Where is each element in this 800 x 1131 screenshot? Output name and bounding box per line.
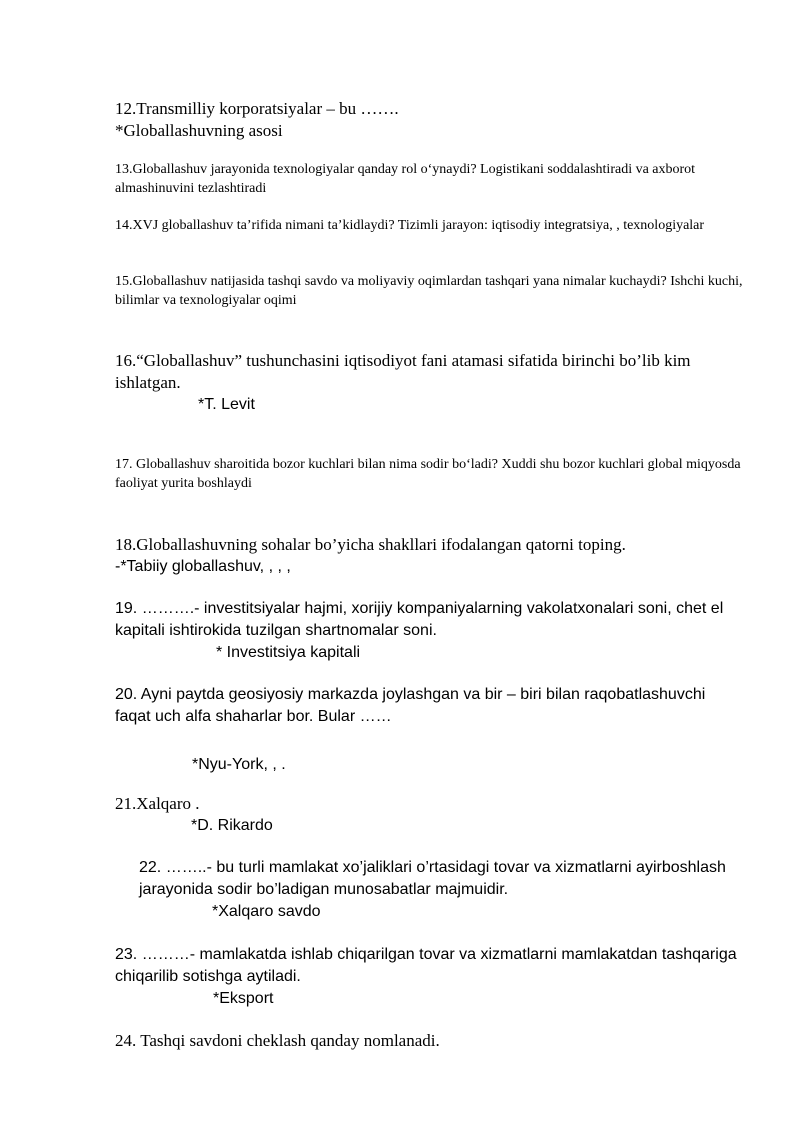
question-23	[115, 944, 745, 1010]
answer-text: *D. Rikardo	[191, 817, 273, 834]
question-text: 19. ……….- investitsiyalar hajmi, xorijiy kompaniyalarning vakolatxonalari soni, chet el kapitali ishtirokida tuzilgan shartnomalar soni.	[115, 600, 724, 639]
question-19	[115, 598, 745, 664]
question-15	[115, 272, 745, 310]
question-24	[115, 1030, 745, 1052]
question-text: 24. Tashqi savdoni cheklash qanday nomlanadi.	[115, 1031, 440, 1050]
question-20	[115, 684, 745, 776]
question-22	[139, 857, 745, 923]
question-21	[115, 793, 745, 837]
answer-text: *Xalqaro savdo	[212, 903, 321, 920]
question-14	[115, 216, 745, 235]
question-text: 16.“Globallashuv” tushunchasini iqtisodiyot fani atamasi sifatida birinchi bo’lib kim ishlatgan.	[115, 351, 691, 392]
question-text: 13.Globallashuv jarayonida texnologiyalar qanday rol o‘ynaydi? Logistikani soddalashtiradi va axborot almashinuvini tezlashtiradi	[115, 162, 696, 196]
question-text: 23. ………- mamlakatda ishlab chiqarilgan tovar va xizmatlarni mamlakatdan tashqariga chiqarilib sotishga aytiladi.	[115, 946, 737, 985]
question-16	[115, 350, 745, 416]
question-13	[115, 160, 745, 198]
question-text: 21.Xalqaro .	[115, 794, 200, 813]
answer-text: *T. Levit	[198, 396, 255, 413]
question-text: 22. ……..- bu turli mamlakat xo’jaliklari o’rtasidagi tovar va xizmatlarni ayirboshlash jarayonida sodir bo’ladigan munosabatlar majmuidir.	[139, 859, 726, 898]
question-text: 18.Globallashuvning sohalar bo’yicha shakllari ifodalangan qatorni toping.	[115, 535, 626, 554]
answer-text: * Investitsiya kapitali	[216, 644, 361, 661]
answer-text: *Globallashuvning asosi	[115, 121, 283, 140]
question-17	[115, 455, 745, 493]
answer-text: *Nyu-York, , .	[192, 756, 286, 773]
question-text: 15.Globallashuv natijasida tashqi savdo va moliyaviy oqimlardan tashqari yana nimalar kuchaydi? Ishchi kuchi, bilimlar va texnologiyalar oqimi	[115, 274, 743, 308]
question-text: 20. Ayni paytda geosiyosiy markazda joylashgan va bir – biri bilan raqobatlashuvchi faqat uch alfa shaharlar bor. Bular ……	[115, 686, 706, 725]
question-text: 12.Transmilliy korporatsiyalar – bu …….	[115, 99, 399, 118]
question-18	[115, 534, 745, 578]
answer-text: -*Tabiiy globallashuv, , , ,	[115, 558, 291, 575]
answer-text: *Eksport	[213, 990, 274, 1007]
question-12	[115, 98, 745, 142]
question-text: 14.XVJ globallashuv ta’rifida nimani ta’kidlaydi? Tizimli jarayon: iqtisodiy integratsiya, , texnologiyalar	[115, 218, 705, 233]
question-text: 17. Globallashuv sharoitida bozor kuchlari bilan nima sodir bo‘ladi? Xuddi shu bozor kuchlari global miqyosda faoliyat yurita boshlaydi	[115, 457, 741, 491]
